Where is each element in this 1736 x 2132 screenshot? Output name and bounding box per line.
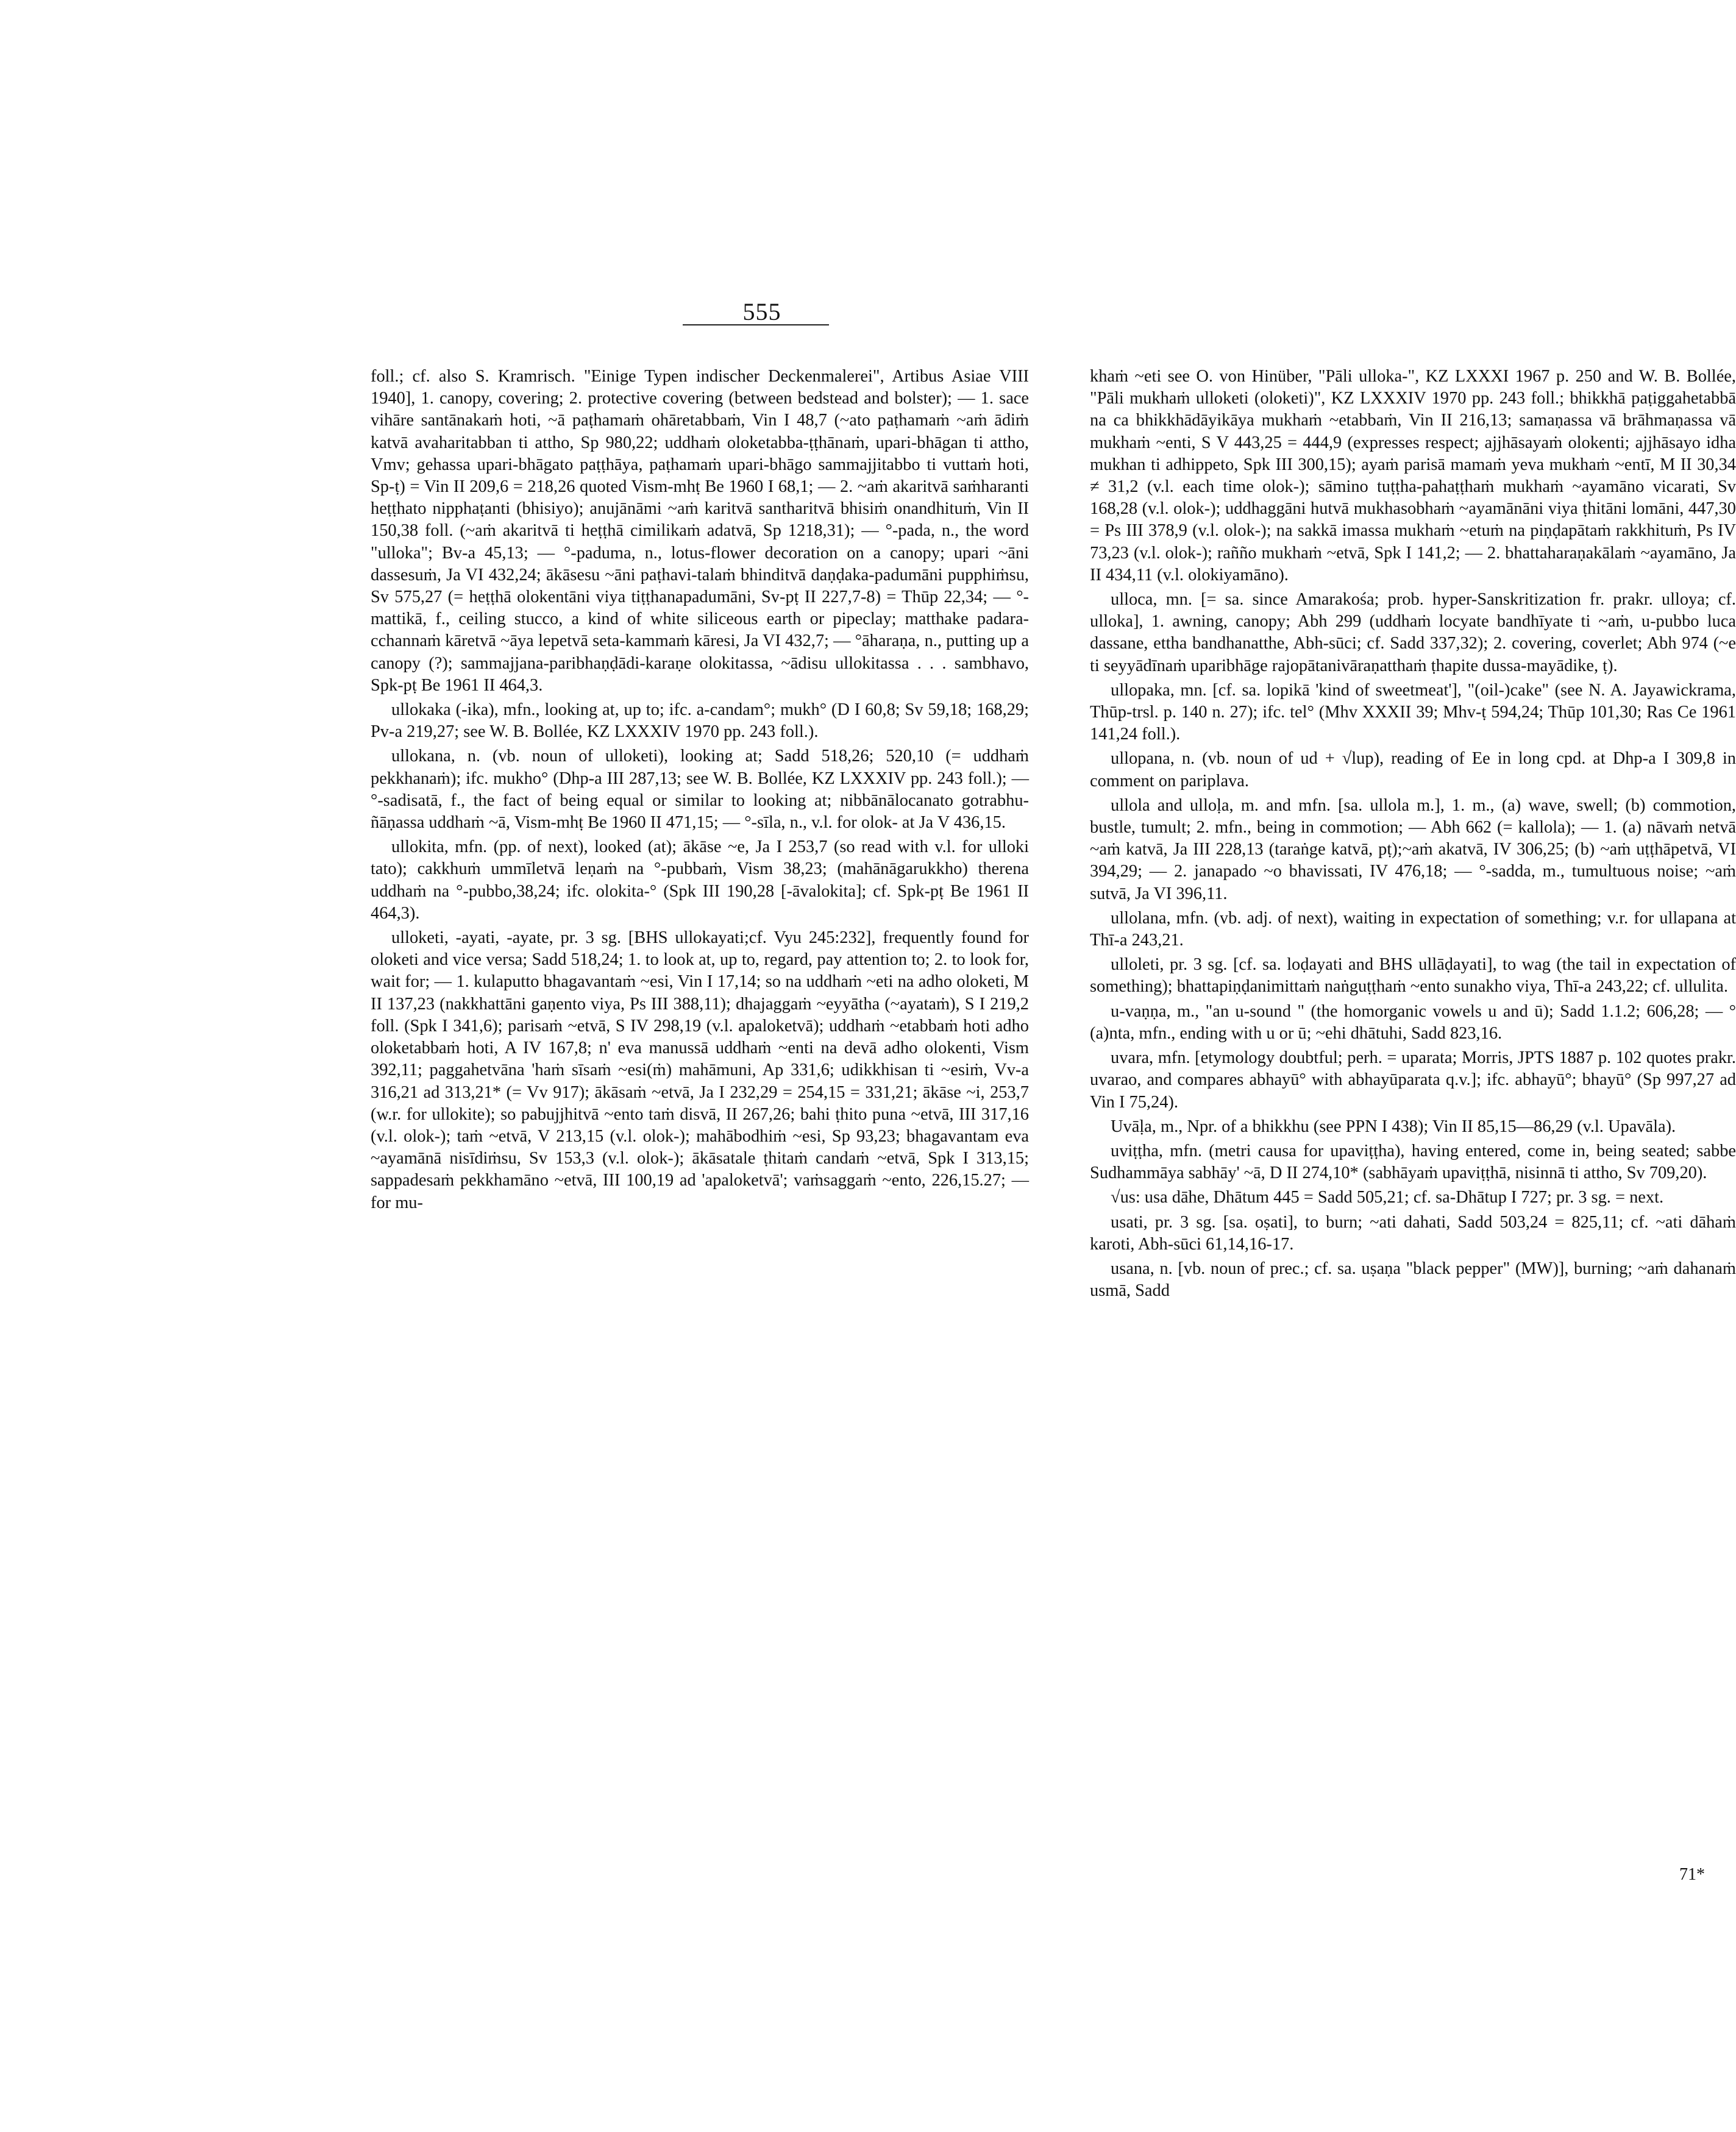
page-number: 555 bbox=[742, 298, 781, 325]
right-column bbox=[1090, 366, 1736, 1304]
dictionary-entry: ulloleti, pr. 3 sg. [cf. sa. loḍayati and BHS ullāḍayati], to wag (the tail in expectation of something); bhattapiṇḍanimittaṁ naṅguṭṭhaṁ ~ento sunakho viya, Thī-a 243,22; cf. ullulita. bbox=[1090, 955, 1736, 997]
dictionary-entry: ullolana, mfn. (vb. adj. of next), waiting in expectation of something; v.r. for ullapana at Thī-a 243,21. bbox=[1090, 908, 1736, 950]
left-column bbox=[371, 366, 1029, 1217]
dictionary-entry: ullopana, n. (vb. noun of ud + √lup), reading of Ee in long cpd. at Dhp-a I 309,8 in comment on pariplava. bbox=[1090, 749, 1736, 791]
dictionary-entry: ullokaka (-ika), mfn., looking at, up to; ifc. a-candam°; mukh° (D I 60,8; Sv 59,18; 168,29; Pv-a 219,27; see W. B. Bollée, KZ LXXXIV 1970 pp. 243 foll.). bbox=[371, 700, 1029, 742]
dictionary-entry: ulloketi, -ayati, -ayate, pr. 3 sg. [BHS ullokayati;cf. Vyu 245:232], frequently found for oloketi and vice versa; Sadd 518,24; 1. to look at, up to, regard, pay attention to; 2. to look for, wait for; — 1. kulaputto bhagavantaṁ ~esi, Vin I 17,14; so na uddhaṁ ~eti na adho oloketi, M II 137,23 (nakkhattāni gaṇento viya, Ps III 388,11); dhajaggaṁ ~eyyātha (~ayataṁ), S I 219,2 foll. (Spk I 341,6); parisaṁ ~etvā, S IV 298,19 (v.l. apaloketvā); uddhaṁ ~etabbaṁ hoti adho oloketabbaṁ hoti, A IV 167,8; n' eva manussā uddhaṁ ~enti na devā adho olokenti, Vism 392,11; paggahetvāna 'haṁ sīsaṁ ~esi(ṁ) mahāmuni, Ap 331,6; udikkhisan ti ~esiṁ, Vv-a 316,21 ad 313,21* (= Vv 917); ākāsaṁ ~etvā, Ja I 232,29 = 254,15 = 331,21; ākāse ~i, 253,7 (w.r. for ullokite); so pabujjhitvā ~ento taṁ disvā, II 267,26; bahi ṭhito puna ~etvā, III 317,16 (v.l. olok-); taṁ ~etvā, V 213,15 (v.l. olok-); mahābodhiṁ ~esi, Sp 93,23; bhagavantam eva ~ayamānā nisīdiṁsu, Sv 153,3 (v.l. olok-); ākāsatale ṭhitaṁ candaṁ ~etvā, Spk I 313,15; sappadesaṁ pekkhamāno ~etvā, III 100,19 ad 'apaloketvā'; vaṁsaggaṁ ~ento, 226,15.27; — for mu- bbox=[371, 928, 1029, 1212]
dictionary-entry: ulloca, mn. [= sa. since Amarakośa; prob. hyper-Sanskritization fr. prakr. ulloya; cf. ulloka], 1. awning, canopy; Abh 299 (uddhaṁ locyate bandhīyate ti ~aṁ, u-pubbo luca dassane, ettha bandhanatthe, Abh-sūci; cf. Sadd 337,32); 2. covering, coverlet; Abh 974 (~e ti seyyādīnaṁ uparibhāge rajopātanivāraṇatthaṁ ṭhapite dussa-mayādike, ṭ). bbox=[1090, 590, 1736, 675]
dictionary-entry: usati, pr. 3 sg. [sa. oṣati], to burn; ~ati dahati, Sadd 503,24 = 825,11; cf. ~ati dāhaṁ karoti, Abh-sūci 61,14,16-17. bbox=[1090, 1212, 1736, 1254]
signature-mark: 71* bbox=[1679, 1865, 1705, 1884]
dictionary-entry: ullola and ulloḷa, m. and mfn. [sa. ullola m.], 1. m., (a) wave, swell; (b) commotion, bustle, tumult; 2. mfn., being in commotion; — Abh 662 (= kallola); — 1. (a) nāvaṁ netvā ~aṁ katvā, Ja III 228,13 (taraṅge katvā, pṭ);~aṁ akatvā, IV 306,25; (b) ~aṁ uṭṭhāpetvā, VI 394,29; — 2. janapado ~o bhavissati, IV 476,18; — °-sadda, m., tumultuous noise; ~aṁ sutvā, Ja VI 396,11. bbox=[1090, 795, 1736, 903]
dictionary-entry: foll.; cf. also S. Kramrisch. "Einige Typen indischer Deckenmalerei", Artibus Asiae VIII 1940], 1. canopy, covering; 2. protective covering (between bedstead and bolster); — 1. sace vihāre santānakaṁ hoti, ~ā paṭhamaṁ ohāretabbaṁ, Vin I 48,7 (~ato paṭhamaṁ ~aṁ ādiṁ katvā avaharitabban ti attho, Sp 980,22; uddhaṁ oloketabba-ṭṭhānaṁ, upari-bhāgan ti attho, Vmv; gehassa upari-bhāgato paṭṭhāya, paṭhamaṁ upari-bhāgo sammajjitabbo ti vuttaṁ hoti, Sp-ṭ) = Vin II 209,6 = 218,26 quoted Vism-mhṭ Be 1960 I 68,1; — 2. ~aṁ akaritvā saṁharanti heṭṭhato nipphaṭanti (bhisiyo); anujānāmi ~aṁ karitvā santharitvā bhisiṁ onandhituṁ, Vin II 150,38 foll. (~aṁ akaritvā ti heṭṭhā cimilikaṁ adatvā, Sp 1218,31); — °-pada, n., the word "ulloka"; Bv-a 45,13; — °-paduma, n., lotus-flower decoration on a canopy; upari ~āni dassesuṁ, Ja VI 432,24; ākāsesu ~āni paṭhavi-talaṁ bhinditvā daṇḍaka-padumāni pupphiṁsu, Sv 575,27 (= heṭṭhā olokentāni viya tiṭṭhanapadumāni, Sv-pṭ II 227,7-8) = Thūp 22,34; — °-mattikā, f., ceiling stucco, a kind of white siliceous earth or pipeclay; matthake padara-cchannaṁ kāretvā ~āya lepetvā seta-kammaṁ kāresi, Ja VI 432,7; — °āharaṇa, n., putting up a canopy (?); sammajjana-paribhaṇḍādi-karaṇe olokitassa, ~ādisu ullokitassa . . . sambhavo, Spk-pṭ Be 1961 II 464,3. bbox=[371, 367, 1029, 695]
dictionary-entry: u-vaṇṇa, m., "an u-sound " (the homorganic vowels u and ū); Sadd 1.1.2; 606,28; — °(a)nta, mfn., ending with u or ū; ~ehi dhātuhi, Sadd 823,16. bbox=[1090, 1001, 1736, 1043]
dictionary-entry: usana, n. [vb. noun of prec.; cf. sa. uṣaṇa "black pepper" (MW)], burning; ~aṁ dahanaṁ usmā, Sadd bbox=[1090, 1259, 1736, 1301]
dictionary-entry: uvara, mfn. [etymology doubtful; perh. = uparata; Morris, JPTS 1887 p. 102 quotes prakr. uvarao, and compares abhayū° with abhayūparata q.v.]; ifc. abhayū°; bhayū° (Sp 997,27 ad Vin I 75,24). bbox=[1090, 1048, 1736, 1112]
dictionary-entry: ullokana, n. (vb. noun of ulloketi), looking at; Sadd 518,26; 520,10 (= uddhaṁ pekkhanaṁ); ifc. mukho° (Dhp-a III 287,13; see W. B. Bollée, KZ LXXXIV pp. 243 foll.); — °-sadisatā, f., the fact of being equal or similar to looking at; nibbānālocanato gotrabhu-ñāṇassa uddhaṁ ~ā, Vism-mhṭ Be 1960 II 471,15; — °-sīla, n., v.l. for olok- at Ja V 436,15. bbox=[371, 747, 1029, 833]
dictionary-entry: Uvāḷa, m., Npr. of a bhikkhu (see PPN I 438); Vin II 85,15—86,29 (v.l. Upavāla). bbox=[1111, 1117, 1676, 1136]
dictionary-entry: ullopaka, mn. [cf. sa. lopikā 'kind of sweetmeat'], "(oil-)cake" (see N. A. Jayawickrama, Thūp-trsl. p. 140 n. 27); ifc. tel° (Mhv XXXII 39; Mhv-ṭ 594,24; Thūp 101,30; Ras Ce 1961 141,24 foll.). bbox=[1090, 680, 1736, 744]
dictionary-entry: √us: usa dāhe, Dhātum 445 = Sadd 505,21; cf. sa-Dhātup I 727; pr. 3 sg. = next. bbox=[1111, 1188, 1664, 1207]
dictionary-entry: uviṭṭha, mfn. (metri causa for upaviṭṭha), having entered, come in, being seated; sabbe Sudhammāya sabhāy' ~ā, D II 274,10* (sabhāyaṁ upaviṭṭhā, nisinnā ti attho, Sv 709,20). bbox=[1090, 1141, 1736, 1183]
dictionary-entry: ullokita, mfn. (pp. of next), looked (at); ākāse ~e, Ja I 253,7 (so read with v.l. for ulloki tato); cakkhuṁ ummīletvā leṇaṁ na °-pubbaṁ, Vism 38,23; (mahānāgarukkho) therena uddhaṁ na °-pubbo,38,24; ifc. olokita-° (Spk III 190,28 [-āvalokita]; cf. Spk-pṭ Be 1961 II 464,3). bbox=[371, 837, 1029, 923]
page-number-rule bbox=[683, 324, 829, 325]
dictionary-entry: khaṁ ~eti see O. von Hinüber, "Pāli ulloka-", KZ LXXXI 1967 p. 250 and W. B. Bollée, "Pāli mukhaṁ ulloketi (oloketi)", KZ LXXXIV 1970 pp. 243 foll.; bhikkhā paṭiggahetabbā na ca bhikkhādāyikāya mukhaṁ ~etabbaṁ, Vin II 216,13; samaṇassa vā brāhmaṇassa vā mukhaṁ ~enti, S V 443,25 = 444,9 (expresses respect; ajjhāsayaṁ olokenti; ajjhāsayo idha mukhan ti adhippeto, Spk III 300,15); ayaṁ parisā mamaṁ yeva mukhaṁ ~entī, M II 30,34 ≠ 31,2 (v.l. each time olok-); sāmino tuṭṭha-pahaṭṭhaṁ mukhaṁ ~ayamāno vicarati, Sv 168,28 (v.l. olok-); uddhaggāni hutvā mukhasobhaṁ ~ayamānāni viya ṭhitāni lomāni, 447,30 = Ps III 378,9 (v.l. olok-); na sakkā imassa mukhaṁ ~etuṁ na piṇḍapātaṁ rakkhituṁ, Ps IV 73,23 (v.l. olok-); rañño mukhaṁ ~etvā, Spk I 141,2; — 2. bhattaharaṇakālaṁ ~ayamāno, Ja II 434,11 (v.l. olokiyamāno). bbox=[1090, 367, 1736, 585]
